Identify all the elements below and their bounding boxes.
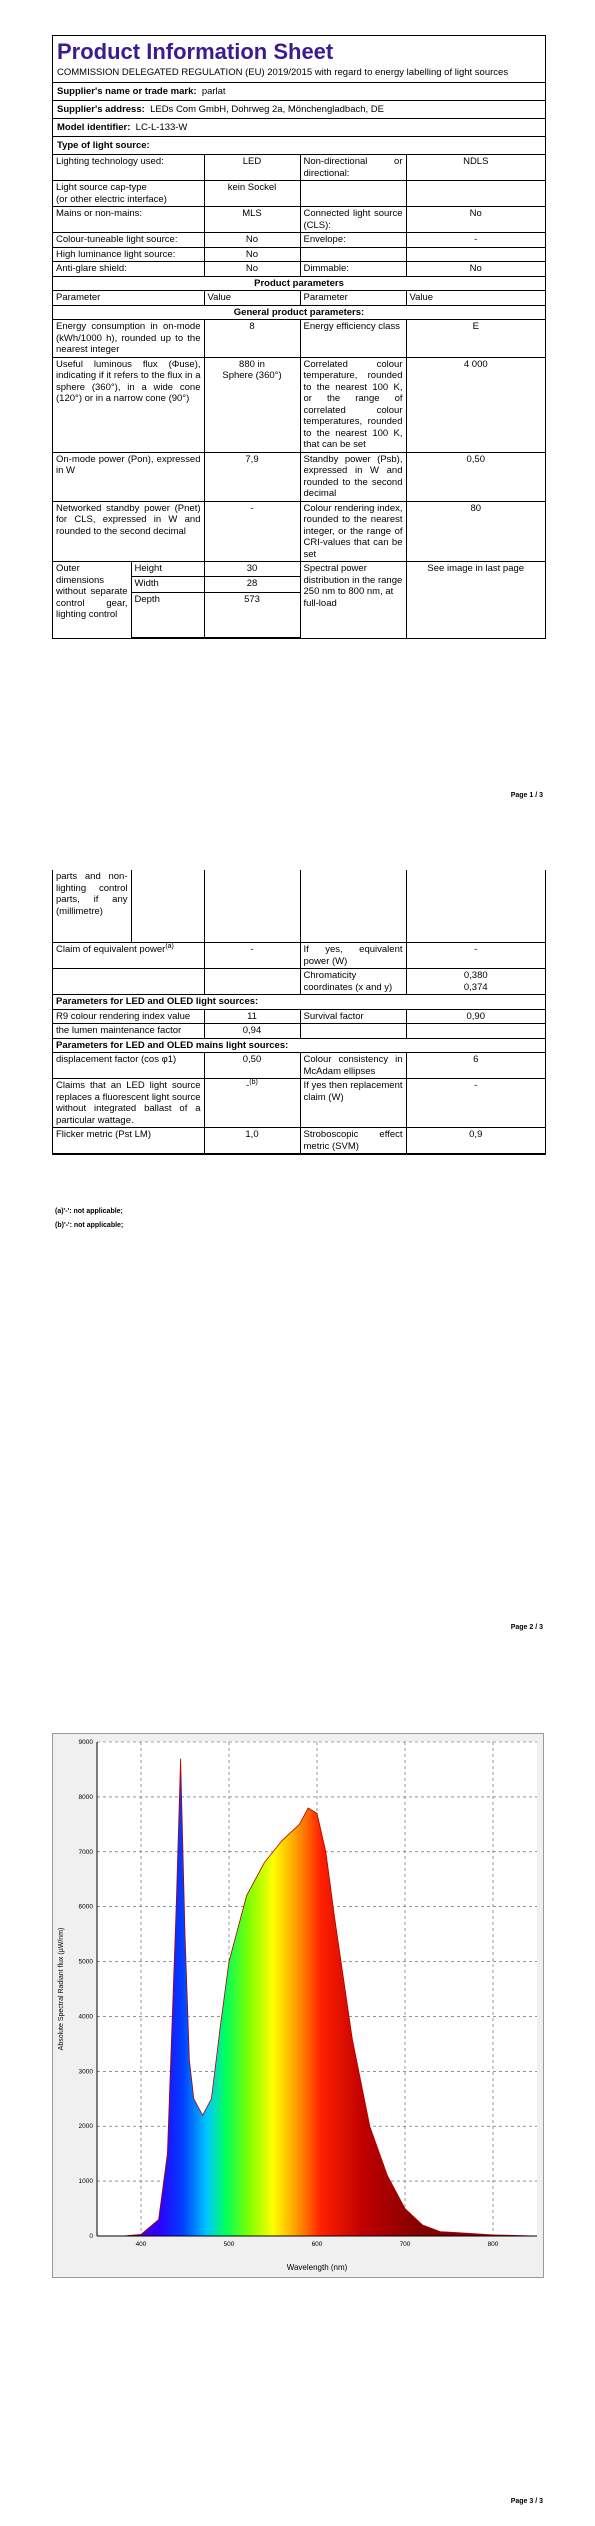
- table-row: [53, 247, 545, 262]
- cri-value: 80: [406, 501, 545, 562]
- chromaticity-x: 0,380: [463, 970, 488, 981]
- y-axis-label: Absolute Spectral Radiant flux (µW/nm): [58, 1927, 65, 2051]
- page-2: [0, 870, 595, 1690]
- empty-cell: [131, 870, 204, 943]
- footnote-b: (b)'-': not applicable;: [55, 1222, 124, 1229]
- x-axis-label: Wavelength (nm): [286, 2263, 348, 2272]
- table-row: [53, 207, 545, 233]
- chromaticity-y: 0,374: [463, 981, 488, 993]
- non-directional-value: NDLS: [406, 155, 545, 181]
- energy-consumption-value: 8: [204, 320, 300, 358]
- x-tick-label: 600: [311, 2241, 323, 2248]
- page-3: [0, 1690, 595, 2526]
- table-row: [53, 562, 545, 577]
- dimmable-label: Dimmable:: [300, 262, 406, 277]
- luminous-flux-value: [204, 357, 300, 452]
- x-tick-label: 500: [223, 2241, 235, 2248]
- envelope-label: Envelope:: [300, 233, 406, 248]
- energy-class-label: Energy efficiency class: [300, 320, 406, 358]
- table-row: [53, 1024, 545, 1039]
- table-row: [53, 181, 545, 207]
- product-params-continued-table: [53, 943, 545, 1154]
- empty-cell: [300, 1024, 406, 1039]
- type-heading: [53, 137, 545, 155]
- spectral-chart-svg: [53, 1734, 543, 2277]
- depth-value: 573: [204, 593, 300, 638]
- connected-label: Connected light source (CLS):: [300, 207, 406, 233]
- footnote-marker-a: (a): [165, 942, 174, 950]
- replacement-claim-label: If yes then replacement claim (W): [300, 1079, 406, 1128]
- table-row: [53, 233, 545, 248]
- model-identifier-value: LC-L-133-W: [135, 122, 188, 133]
- regulation-intro: COMMISSION DELEGATED REGULATION (EU) 2019/2015 with regard to energy labelling of light sources: [53, 66, 545, 83]
- product-information-sheet: [52, 35, 546, 639]
- height-label: Height: [131, 562, 204, 577]
- spectral-distribution-value: See image in last page: [406, 562, 545, 638]
- colour-consistency-value: 6: [406, 1053, 545, 1079]
- equivalent-power-label: [53, 943, 204, 969]
- y-tick-label: 4000: [78, 2013, 93, 2021]
- stroboscopic-value: 0,9: [406, 1128, 545, 1154]
- height-value: 30: [204, 562, 300, 577]
- displacement-factor-label: displacement factor (cos φ1): [53, 1053, 204, 1079]
- x-tick-label: 700: [399, 2241, 411, 2248]
- cap-type-value: kein Sockel: [204, 181, 300, 207]
- cct-value: 4 000: [406, 357, 545, 452]
- chromaticity-value: [406, 969, 545, 995]
- page-number: Page 1 / 3: [510, 792, 543, 799]
- y-tick-label: 0: [89, 2233, 93, 2240]
- width-value: 28: [204, 577, 300, 593]
- survival-factor-label: Survival factor: [300, 1009, 406, 1024]
- cap-type-label-1: Light source cap-type: [56, 182, 147, 193]
- cri-label: Colour rendering index, rounded to the nearest integer, or the range of CRI-values that can be set: [300, 501, 406, 562]
- table-row: [53, 276, 545, 291]
- table-row: [53, 870, 545, 943]
- empty-cell: [300, 247, 406, 262]
- anti-glare-label: Anti-glare shield:: [53, 262, 204, 277]
- supplier-address-label: Supplier's address:: [57, 104, 145, 115]
- high-luminance-value: No: [204, 247, 300, 262]
- supplier-name-row: [53, 83, 545, 101]
- table-row: [53, 155, 545, 181]
- model-identifier-label: Model identifier:: [57, 122, 131, 133]
- table-row: [53, 320, 545, 358]
- x-tick-label: 400: [135, 2241, 147, 2248]
- empty-cell: [406, 870, 545, 943]
- lumen-maintenance-value: 0,94: [204, 1024, 300, 1039]
- mains-value: MLS: [204, 207, 300, 233]
- table-row: [53, 501, 545, 562]
- x-tick-label: 800: [487, 2241, 499, 2248]
- networked-standby-value: -: [204, 501, 300, 562]
- lumen-maintenance-label: the lumen maintenance factor: [53, 1024, 204, 1039]
- led-mains-params-heading: Parameters for LED and OLED mains light sources:: [53, 1038, 545, 1053]
- footnote-a: (a)'-': not applicable;: [55, 1208, 123, 1215]
- y-tick-label: 2000: [78, 2123, 93, 2131]
- empty-cell: [406, 181, 545, 207]
- page-number: Page 3 / 3: [510, 2498, 543, 2505]
- equivalent-if-yes-value: -: [406, 943, 545, 969]
- replacement-claim-value: -: [406, 1079, 545, 1128]
- luminous-flux-value-2: Sphere (360°): [222, 370, 282, 381]
- envelope-value: -: [406, 233, 545, 248]
- lighting-tech-value: LED: [204, 155, 300, 181]
- table-row: [53, 452, 545, 501]
- non-directional-label: Non-directional or directional:: [300, 155, 406, 181]
- table-row: [53, 1128, 545, 1154]
- equivalent-if-yes-label: If yes, equivalent power (W): [300, 943, 406, 969]
- standby-power-value: 0,50: [406, 452, 545, 501]
- dimmable-value: No: [406, 262, 545, 277]
- empty-cell: [204, 870, 300, 943]
- table-row: [53, 357, 545, 452]
- colour-consistency-label: Colour consistency in McAdam ellipses: [300, 1053, 406, 1079]
- spectral-chart: [52, 1733, 544, 2278]
- table-row: [53, 1053, 545, 1079]
- supplier-address-row: [53, 101, 545, 119]
- empty-cell: [204, 969, 300, 995]
- survival-factor-value: 0,90: [406, 1009, 545, 1024]
- empty-cell: [300, 181, 406, 207]
- connected-value: No: [406, 207, 545, 233]
- empty-cell: [300, 870, 406, 943]
- luminous-flux-value-1: 880 in: [239, 358, 265, 370]
- table-row: [53, 262, 545, 277]
- empty-cell: [53, 969, 204, 995]
- energy-class-value: E: [406, 320, 545, 358]
- y-tick-label: 3000: [78, 2068, 93, 2076]
- y-tick-label: 5000: [78, 1958, 93, 1966]
- table-row: [53, 1079, 545, 1128]
- table-row: [53, 969, 545, 995]
- supplier-address-value: LEDs Com GmbH, Dohrweg 2a, Mönchengladbach, DE: [150, 104, 384, 115]
- chromaticity-label: Chromaticity coordinates (x and y): [300, 969, 406, 995]
- fluorescent-claim-value-text: -: [246, 1080, 250, 1091]
- table-row: [53, 1038, 545, 1053]
- networked-standby-label: Networked standby power (Pnet) for CLS, expressed in W and rounded to the second decimal: [53, 501, 204, 562]
- spectral-distribution-label: Spectral power distribution in the range 250 nm to 800 nm, at full-load: [300, 562, 406, 638]
- flicker-metric-label: Flicker metric (Pst LM): [53, 1128, 204, 1154]
- supplier-name-value: parlat: [201, 86, 226, 97]
- table-row: [53, 995, 545, 1010]
- footnote-marker-b: (b): [249, 1078, 258, 1086]
- stroboscopic-label: Stroboscopic effect metric (SVM): [300, 1128, 406, 1154]
- led-params-heading: Parameters for LED and OLED light sources:: [53, 995, 545, 1010]
- standby-power-label: Standby power (Psb), expressed in W and rounded to the second decimal: [300, 452, 406, 501]
- param-column-header: Parameter: [53, 291, 204, 306]
- anti-glare-value: No: [204, 262, 300, 277]
- y-tick-label: 7000: [78, 1848, 93, 1856]
- table-row: [53, 1009, 545, 1024]
- outer-dimensions-label-continued: parts and non-lighting control parts, if any (millimetre): [53, 870, 131, 943]
- cap-type-label: [53, 181, 204, 207]
- tuneable-value: No: [204, 233, 300, 248]
- product-information-sheet-continued: [52, 870, 546, 1155]
- r9-label: R9 colour rendering index value: [53, 1009, 204, 1024]
- param-column-header: Parameter: [300, 291, 406, 306]
- type-table: [53, 155, 545, 562]
- y-tick-label: 9000: [78, 1739, 93, 1746]
- value-column-header: Value: [204, 291, 300, 306]
- equivalent-power-label-text: Claim of equivalent power: [56, 944, 166, 955]
- luminous-flux-label: Useful luminous flux (Φuse), indicating if it refers to the flux in a sphere (360°), in a wide cone (120°) or in a narrow cone (90°): [53, 357, 204, 452]
- equivalent-power-value: -: [204, 943, 300, 969]
- y-tick-label: 1000: [78, 2178, 93, 2186]
- page-number: Page 2 / 3: [510, 1624, 543, 1631]
- value-column-header: Value: [406, 291, 545, 306]
- r9-value: 11: [204, 1009, 300, 1024]
- table-row: [53, 943, 545, 969]
- product-params-heading: Product parameters: [53, 276, 545, 291]
- lighting-tech-label: Lighting technology used:: [53, 155, 204, 181]
- dimensions-table: [53, 562, 545, 638]
- model-identifier-row: [53, 119, 545, 137]
- tuneable-label: Colour-tuneable light source:: [53, 233, 204, 248]
- cct-label: Correlated colour temperature, rounded to the nearest 100 K, or the range of correlated colour temperatures, rounded to the nearest 100 K, that can be set: [300, 357, 406, 452]
- general-params-heading: General product parameters:: [53, 305, 545, 320]
- y-tick-label: 8000: [78, 1793, 93, 1801]
- onmode-power-label: On-mode power (Pon), expressed in W: [53, 452, 204, 501]
- mains-label: Mains or non-mains:: [53, 207, 204, 233]
- type-heading-label: Type of light source:: [57, 140, 150, 151]
- depth-label: Depth: [131, 593, 204, 638]
- displacement-factor-value: 0,50: [204, 1053, 300, 1079]
- width-label: Width: [131, 577, 204, 593]
- cap-type-label-2: (or other electric interface): [56, 193, 167, 205]
- energy-consumption-label: Energy consumption in on-mode (kWh/1000 h), rounded up to the nearest integer: [53, 320, 204, 358]
- fluorescent-claim-value: [204, 1079, 300, 1128]
- empty-cell: [406, 247, 545, 262]
- empty-cell: [406, 1024, 545, 1039]
- table-row: [53, 305, 545, 320]
- onmode-power-value: 7,9: [204, 452, 300, 501]
- y-tick-label: 6000: [78, 1903, 93, 1911]
- table-row: [53, 291, 545, 306]
- high-luminance-label: High luminance light source:: [53, 247, 204, 262]
- dimensions-continued-table: [53, 870, 545, 943]
- flicker-metric-value: 1,0: [204, 1128, 300, 1154]
- supplier-name-label: Supplier's name or trade mark:: [57, 86, 197, 97]
- fluorescent-claim-label: Claims that an LED light source replaces a fluorescent light source without integrated ballast of a particular wattage.: [53, 1079, 204, 1128]
- page-1: [0, 0, 595, 815]
- outer-dimensions-label: Outer dimensions without separate control gear, lighting control: [53, 562, 131, 638]
- page-title: Product Information Sheet: [57, 39, 334, 64]
